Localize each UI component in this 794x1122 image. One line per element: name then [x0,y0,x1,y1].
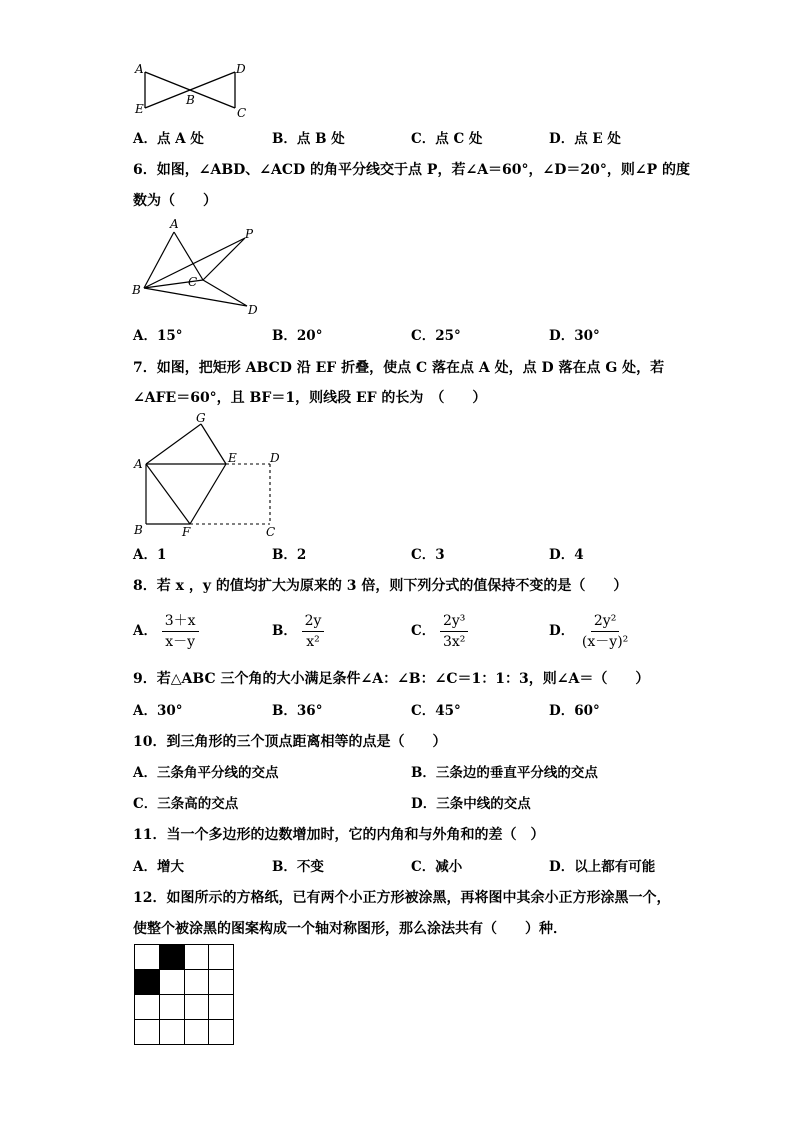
grid-cell [159,1020,184,1045]
q8-option-a-label: A． [133,623,157,639]
grid-cell [159,970,184,995]
q9-option-a[interactable]: A．30° [133,703,183,719]
q10-stem: 10．到三角形的三个顶点距离相等的点是（ ） [133,734,447,750]
q7-label-C: C [266,525,276,539]
q7-stem-line2: ∠AFE＝60°，且 BF＝1，则线段 EF 的长为 （ ） [133,390,487,406]
q12-stem-line1: 12．如图所示的方格纸，已有两个小正方形被涂黑，再将图中其余小正方形涂黑一个， [133,890,671,906]
q11-option-d[interactable]: D．以上都有可能 [549,859,656,875]
q6-option-b[interactable]: B．20° [272,328,323,344]
q8-option-d-numerator: 2y² [591,611,619,632]
q7-option-b[interactable]: B．2 [272,547,307,563]
q7-label-G: G [196,411,206,425]
grid-cell [135,1020,160,1045]
q8-option-a[interactable] [133,611,199,652]
q8-option-b-label: B． [272,623,297,639]
q6-stem-line2: 数为（ ） [133,193,217,209]
grid-cell [184,1020,209,1045]
q5-label-B: B [186,93,195,107]
q6-figure [130,218,270,318]
q9-stem: 9．若△ABC 三个角的大小满足条件∠A：∠B：∠C＝1：1：3，则∠A＝（ ） [133,671,650,687]
q11-stem: 11．当一个多边形的边数增加时，它的内角和与外角和的差（ ） [133,827,545,843]
q7-label-D: D [270,451,280,465]
q8-option-c-denominator: 3x² [442,634,466,650]
grid-row [135,1020,234,1045]
q8-option-d[interactable] [549,611,631,652]
q12-grid-figure [134,944,234,1045]
q8-option-d-denominator: (x－y)² [581,634,629,650]
q8-option-a-numerator: 3＋x [162,611,199,632]
q5-label-A: A [135,62,144,76]
q10-option-a[interactable]: A．三条角平分线的交点 [133,765,279,781]
q7-option-c[interactable]: C．3 [411,547,445,563]
q9-option-d[interactable]: D．60° [549,703,600,719]
q8-option-b-denominator: x² [306,634,320,650]
grid-row [135,995,234,1020]
q7-label-E: E [228,451,237,465]
q8-option-b-numerator: 2y [302,611,325,632]
q8-option-d-fraction [579,611,631,652]
q6-label-B: B [132,283,141,297]
q8-option-c-label: C． [411,623,436,639]
q6-label-A: A [170,217,179,231]
q11-option-a[interactable]: A．增大 [133,859,184,875]
grid-cell [209,1020,234,1045]
grid-cell-black [159,945,184,970]
q10-option-b[interactable]: B．三条边的垂直平分线的交点 [411,765,598,781]
q10-option-d[interactable]: D．三条中线的交点 [411,796,531,812]
q5-option-a[interactable]: A．点 A 处 [133,131,204,147]
q5-label-D: D [236,62,246,76]
grid-cell [135,995,160,1020]
q8-option-c-numerator: 2y³ [440,611,468,632]
q8-option-c[interactable] [411,611,468,652]
grid-cell [159,995,184,1020]
grid-cell [184,945,209,970]
q6-label-P: P [245,227,254,241]
q7-stem-line1: 7．如图，把矩形 ABCD 沿 EF 折叠，使点 C 落在点 A 处，点 D 落在点 G 处，若 [133,360,665,376]
q6-stem-line1: 6．如图，∠ABD、∠ACD 的角平分线交于点 P，若∠A＝60°，∠D＝20°，则∠P 的度 [133,162,691,178]
q9-option-c[interactable]: C．45° [411,703,461,719]
q8-option-c-fraction [440,611,468,652]
grid-cell-black [135,970,160,995]
q7-label-B: B [134,523,143,537]
q8-option-a-denominator: x－y [165,634,195,650]
q6-option-a[interactable]: A．15° [133,328,183,344]
grid-cell [135,945,160,970]
q7-option-d[interactable]: D．4 [549,547,584,563]
q8-option-b[interactable] [272,611,324,652]
q5-label-C: C [237,106,247,120]
q8-option-a-fraction [162,611,199,652]
q6-option-c[interactable]: C．25° [411,328,461,344]
q8-stem: 8．若 x ，y 的值均扩大为原来的 3 倍，则下列分式的值保持不变的是（ ） [133,578,628,594]
q7-option-a[interactable]: A．1 [133,547,167,563]
q10-option-c[interactable]: C．三条高的交点 [133,796,239,812]
q7-figure [130,410,290,540]
q6-label-D: D [248,303,258,317]
grid-cell [184,995,209,1020]
q11-option-b[interactable]: B．不变 [272,859,324,875]
q11-option-c[interactable]: C．减小 [411,859,463,875]
q7-label-A: A [134,457,143,471]
q8-option-b-fraction [302,611,325,652]
q9-option-b[interactable]: B．36° [272,703,323,719]
grid-cell [209,995,234,1020]
grid-cell [209,945,234,970]
q6-option-d[interactable]: D．30° [549,328,600,344]
q5-option-d[interactable]: D．点 E 处 [549,131,621,147]
q7-label-F: F [182,525,191,539]
grid-cell [184,970,209,995]
grid-row [135,970,234,995]
q12-stem-line2: 使整个被涂黑的图案构成一个轴对称图形，那么涂法共有（ ）种． [133,921,567,937]
q8-option-d-label: D． [549,623,575,639]
q5-label-E: E [135,102,144,116]
q6-label-C: C [188,275,198,289]
q5-option-b[interactable]: B．点 B 处 [272,131,345,147]
q5-figure [133,62,253,122]
q5-option-c[interactable]: C．点 C 处 [411,131,483,147]
grid-cell [209,970,234,995]
grid-row [135,945,234,970]
